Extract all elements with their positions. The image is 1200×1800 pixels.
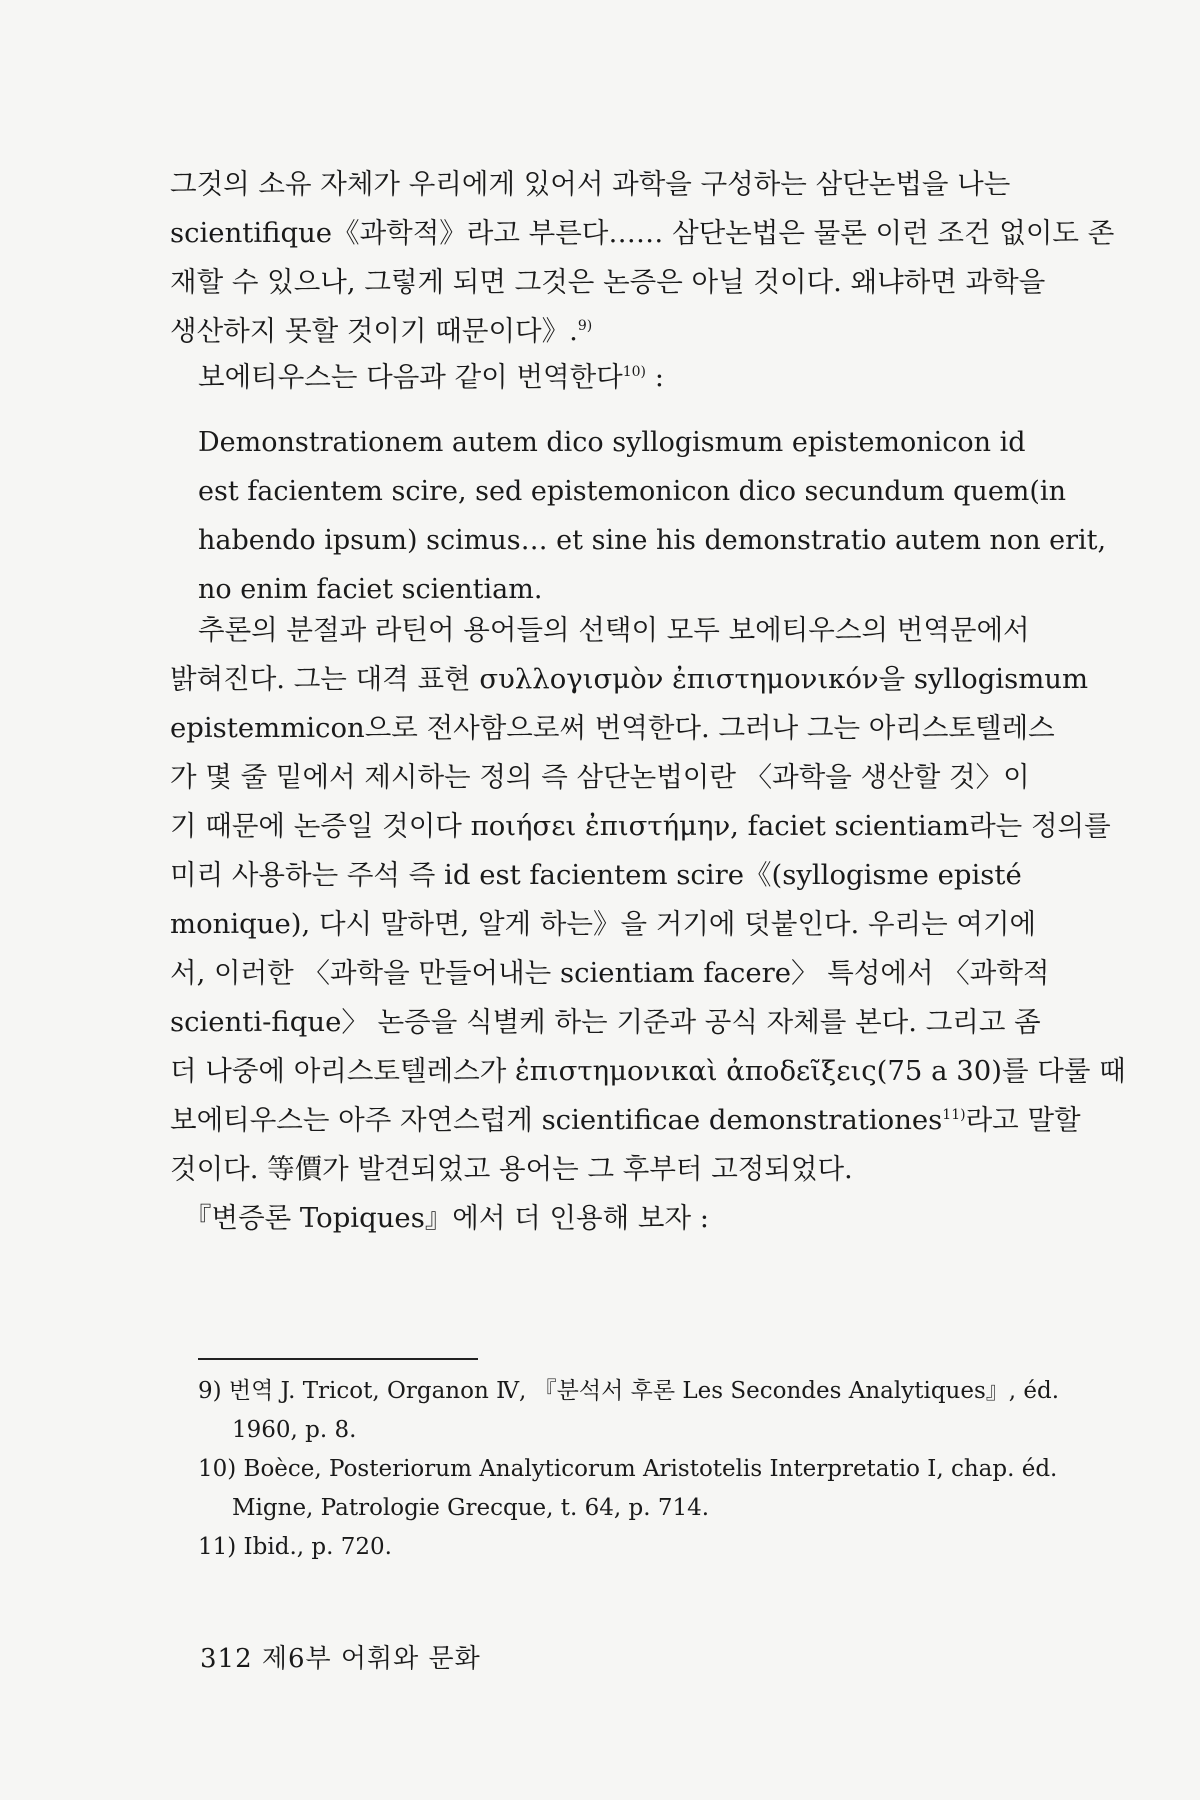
text-line: epistemmicon으로 전사함으로써 번역한다. 그러나 그는 아리스토텔레스 (170, 712, 1055, 744)
text-line: 추론의 분절과 라틴어 용어들의 선택이 모두 보에티우스의 번역문에서 (198, 614, 1030, 646)
footnote-9-cont: 1960, p. 8. (232, 1417, 357, 1443)
footnote-ref-11: 11) (942, 1106, 966, 1123)
footnote-ref-9: 9) (577, 317, 593, 334)
text-line: monique), 다시 말하면, 알게 하는》을 거기에 덧붙인다. 우리는 여기에 (170, 908, 1037, 940)
page-footer: 312 제6부 어휘와 문화 (200, 1644, 481, 1674)
text-line: 밝혀진다. 그는 대격 표현 συλλογισμὸν ἐπιστημονικόν을 syllogismum (170, 663, 1089, 695)
text-line: scientifique《과학적》라고 부른다…… 삼단논법은 물론 이런 조건 없이도 존 (170, 217, 1115, 249)
text-line: 그것의 소유 자체가 우리에게 있어서 과학을 구성하는 삼단논법을 나는 (170, 168, 1011, 200)
text-line-tail: : (645, 361, 664, 393)
text-line-with-note (170, 307, 1038, 356)
paragraph-1 (170, 160, 1115, 356)
text-line: 생산하지 못할 것이기 때문이다》. (170, 315, 578, 347)
footnote-10-cont: Migne, Patrologie Grecque, t. 64, p. 714. (232, 1495, 710, 1521)
text-line: 가 몇 줄 밑에서 제시하는 정의 즉 삼단논법이란 〈과학을 생산할 것〉이 (170, 761, 1030, 793)
text-line: 서, 이러한 〈과학을 만들어내는 scientiam facere〉 특성에서 〈과학적 (170, 957, 1050, 989)
quote-line: no enim faciet scientiam. (198, 574, 543, 605)
text-line-tail: 라고 말할 (965, 1104, 1081, 1136)
paragraph-3 (170, 606, 1126, 1243)
footnote-11: 11) Ibid., p. 720. (198, 1534, 392, 1560)
paragraph-2 (198, 353, 1066, 402)
text-line: 것이다. 等價가 발견되었고 용어는 그 후부터 고정되었다. (170, 1153, 853, 1185)
text-line: 『변증론 Topiques』에서 더 인용해 보자 : (184, 1202, 710, 1234)
text-line: 보에티우스는 아주 자연스럽게 scientificae demonstrationes (170, 1104, 943, 1136)
text-line: scienti-fique〉 논증을 식별케 하는 기준과 공식 자체를 본다. 그리고 좀 (170, 1006, 1041, 1038)
text-line: 미리 사용하는 주석 즉 id est facientem scire《(syllogisme episté (170, 859, 1022, 891)
footnotes (198, 1372, 1060, 1567)
footnote-separator (198, 1358, 478, 1360)
quote-line: est facientem scire, sed epistemonicon dico secundum quem(in (198, 476, 1066, 507)
footnote-ref-10: 10) (622, 363, 646, 380)
text-line: 보에티우스는 다음과 같이 번역한다 (198, 361, 623, 393)
text-line: 더 나중에 아리스토텔레스가 ἐπιστημονικαὶ ἀποδεῖξεις(75 a 30)를 다룰 때 (170, 1055, 1126, 1087)
text-line: 재할 수 있으나, 그렇게 되면 그것은 논증은 아닐 것이다. 왜냐하면 과학을 (170, 266, 1046, 298)
footnote-9: 9) 번역 J. Tricot, Organon Ⅳ, 『분석서 후론 Les Secondes Analytiques』, éd. (198, 1378, 1060, 1404)
latin-quotation (198, 418, 1107, 614)
text-line: 기 때문에 논증일 것이다 ποιήσει ἐπιστήμην, faciet scientiam라는 정의를 (170, 810, 1111, 842)
quote-line: habendo ipsum) scimus… et sine his demonstratio autem non erit, (198, 525, 1107, 556)
footnote-10: 10) Boèce, Posteriorum Analyticorum Aristotelis Interpretatio Ⅰ, chap. éd. (198, 1456, 1058, 1482)
quote-line: Demonstrationem autem dico syllogismum epistemonicon id (198, 427, 1026, 458)
